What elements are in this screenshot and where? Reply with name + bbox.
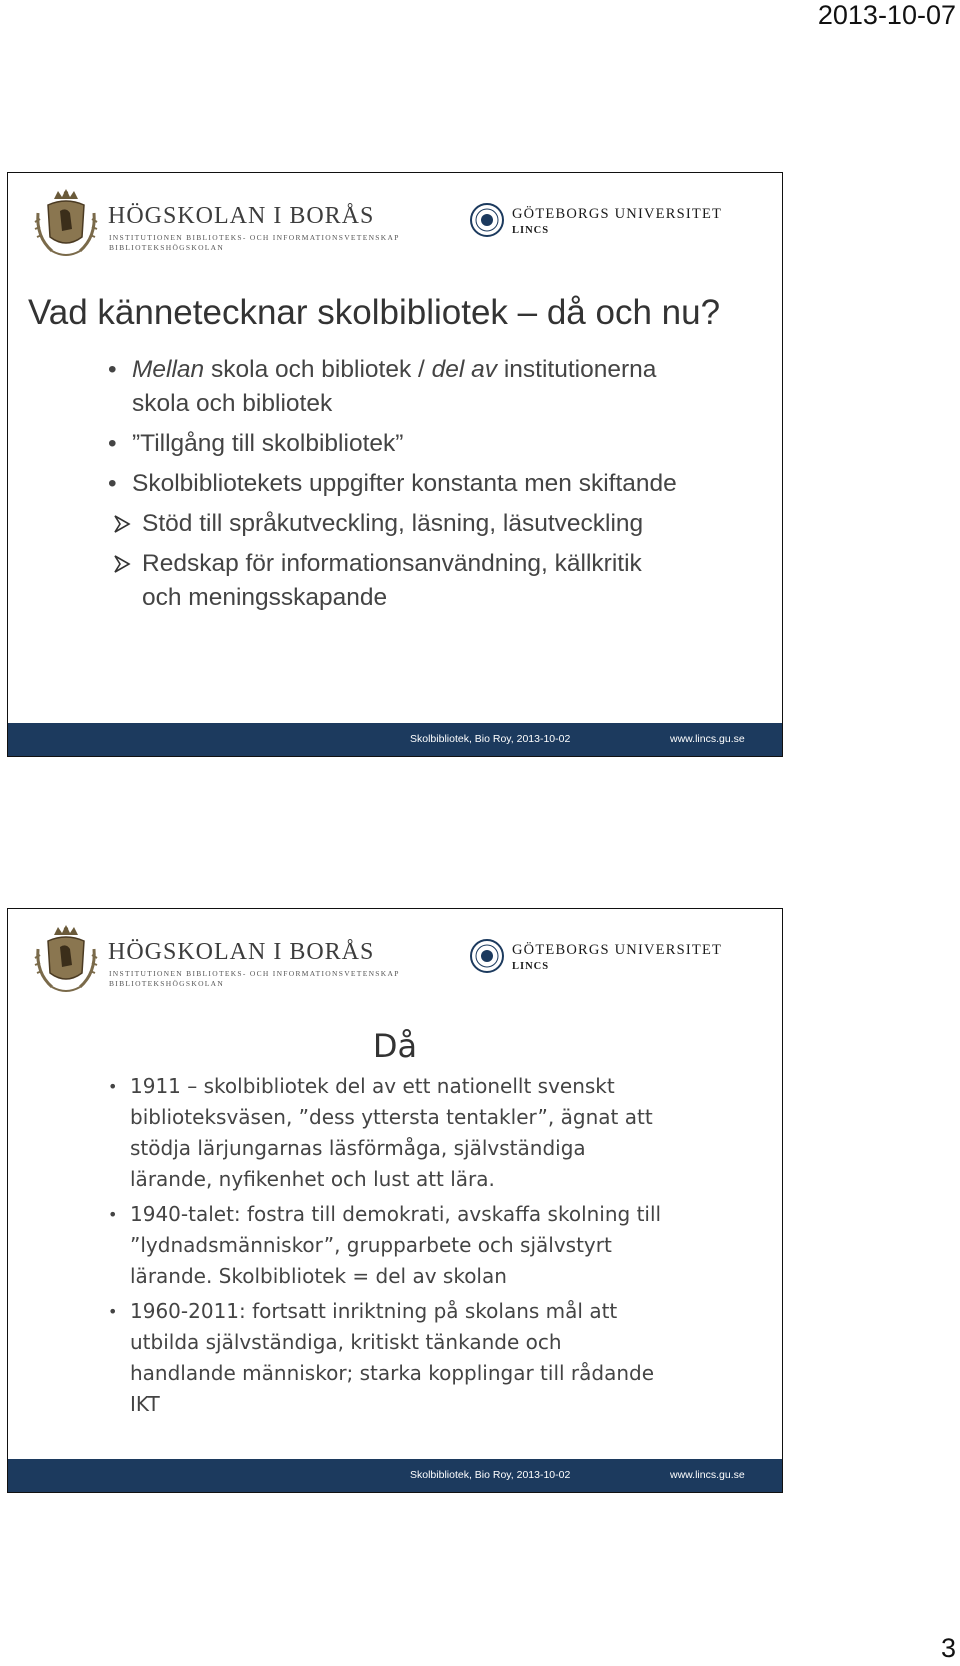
hb-subtitle [109,969,400,989]
sub-item-text: Stöd till språkutveckling, läsning, läsutveckling [142,510,644,537]
page-date: 2013-10-07 [817,0,956,30]
list-item: • 1940-talet: fostra till demokrati, avskaffa skolning till ”lydnadsmänniskor”, grupparbete och självstyrt lärande. Skolbibliotek = del av skolan [108,1199,668,1292]
slide-2 [7,908,783,1493]
sub-list-item [92,507,688,541]
emphasis-text: Mellan [132,356,205,383]
bullet-list [108,353,688,621]
hogskolan-boras-logo [32,921,400,997]
list-item: • ”Tillgång till skolbibliotek” [108,427,688,461]
emphasis-text: del av [431,356,498,383]
hogskolan-boras-logo [32,185,400,261]
list-item: • 1911 – skolbibliotek del av ett nationellt svenskt biblioteksväsen, ”dess yttersta tentakler”, ägnat att stödja lärjungarnas läsförmåga, självständiga lärande, nyfikenhet och lust att lära. [108,1071,668,1195]
gu-name: GÖTEBORGS UNIVERSITET [512,206,723,222]
goteborgs-universitet-logo [470,203,770,243]
hb-subtitle-line2: BIBLIOTEKSHÖGSKOLAN [109,979,225,988]
text-span: skola och bibliotek / [204,356,432,383]
bullet-list [108,1071,668,1424]
list-item: • Skolbibliotekets uppgifter konstanta men skiftande [108,467,688,501]
footer-url: www.lincs.gu.se [670,1469,745,1481]
footer-url: www.lincs.gu.se [670,733,745,745]
page-number: 3 [940,1633,956,1663]
sub-list-item [92,547,688,615]
slide-title: Då [372,1027,418,1065]
sub-item-text: Redskap för informationsanvändning, källkritik och meningsskapande [142,550,642,611]
seal-icon [470,939,504,973]
gu-sub: LINCS [512,225,550,236]
slide-footer [8,723,782,756]
hb-subtitle-line2: BIBLIOTEKSHÖGSKOLAN [109,243,225,252]
gu-name: GÖTEBORGS UNIVERSITET [512,942,723,958]
list-item: • 1960-2011: fortsatt inriktning på skolans mål att utbilda självständiga, kritiskt tänkande och handlande människor; starka kopplingar till rådande IKT [108,1296,668,1420]
crest-icon [32,921,100,997]
arrow-bullet-icon [112,513,132,535]
goteborgs-universitet-logo [470,939,770,979]
hb-name: HÖGSKOLAN I BORÅS [108,939,375,965]
hb-name: HÖGSKOLAN I BORÅS [108,203,375,229]
hb-subtitle-line1: INSTITUTIONEN BIBLIOTEKS- OCH INFORMATIONSVETENSKAP [109,233,400,242]
crest-icon [32,185,100,261]
footer-left-text: Skolbibliotek, Bio Roy, 2013-10-02 [410,733,571,745]
gu-sub: LINCS [512,961,550,972]
footer-left-text: Skolbibliotek, Bio Roy, 2013-10-02 [410,1469,571,1481]
hb-subtitle [109,233,400,253]
arrow-bullet-icon [112,553,132,575]
list-item [108,353,688,421]
seal-icon [470,203,504,237]
slide-footer [8,1459,782,1492]
slide-title: Vad kännetecknar skolbibliotek – då och nu? [28,293,721,332]
hb-subtitle-line1: INSTITUTIONEN BIBLIOTEKS- OCH INFORMATIONSVETENSKAP [109,969,400,978]
text-span: institutionerna skola och bibliotek [132,356,657,417]
slide-1 [7,172,783,757]
